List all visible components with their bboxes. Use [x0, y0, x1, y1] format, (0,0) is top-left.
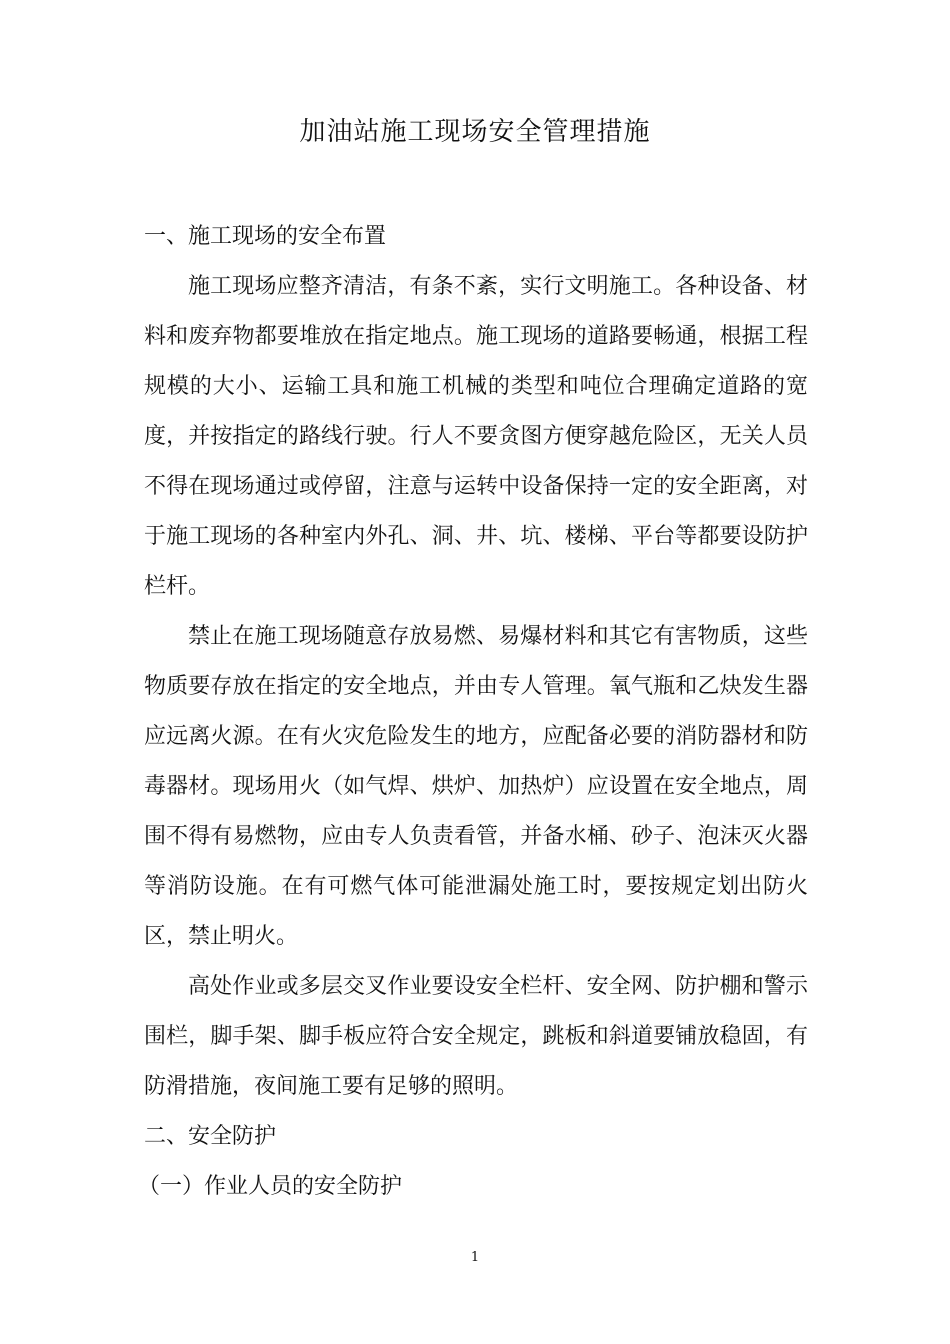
section-heading: 二、安全防护 [144, 1124, 277, 1149]
paragraph: 禁止在施工现场随意存放易燃、易爆材料和其它有害物质，这些物质要存放在指定的安全地点，并由专人管理。氧气瓶和乙炔发生器应远离火源。在有火灾危险发生的地方，应配备必要的消防器材和防毒器材。现场用火（如气焊、烘炉、加热炉）应设置在安全地点，周围不得有易燃物，应由专人负责看管，并备水桶、砂子、泡沫灭火器等消防设施。在有可燃气体可能泄漏处施工时，要按规定划出防火区，禁止明火。 [144, 624, 808, 949]
paragraph: 施工现场应整齐清洁，有条不紊，实行文明施工。各种设备、材料和废弃物都要堆放在指定地点。施工现场的道路要畅通，根据工程规模的大小、运输工具和施工机械的类型和吨位合理确定道路的宽度，并按指定的路线行驶。行人不要贪图方便穿越危险区，无关人员不得在现场通过或停留，注意与运转中设备保持一定的安全距离，对于施工现场的各种室内外孔、洞、井、坑、楼梯、平台等都要设防护栏杆。 [144, 274, 808, 599]
subsection-heading: （一）作业人员的安全防护 [138, 1174, 403, 1199]
document-body [138, 212, 808, 1212]
paragraph: 高处作业或多层交叉作业要设安全栏杆、安全网、防护棚和警示围栏，脚手架、脚手板应符合安全规定，跳板和斜道要铺放稳固，有防滑措施，夜间施工要有足够的照明。 [144, 974, 808, 1099]
page-number: 1 [470, 1250, 480, 1265]
document-title: 加油站施工现场安全管理措施 [299, 117, 651, 147]
section-heading: 一、施工现场的安全布置 [144, 224, 387, 249]
